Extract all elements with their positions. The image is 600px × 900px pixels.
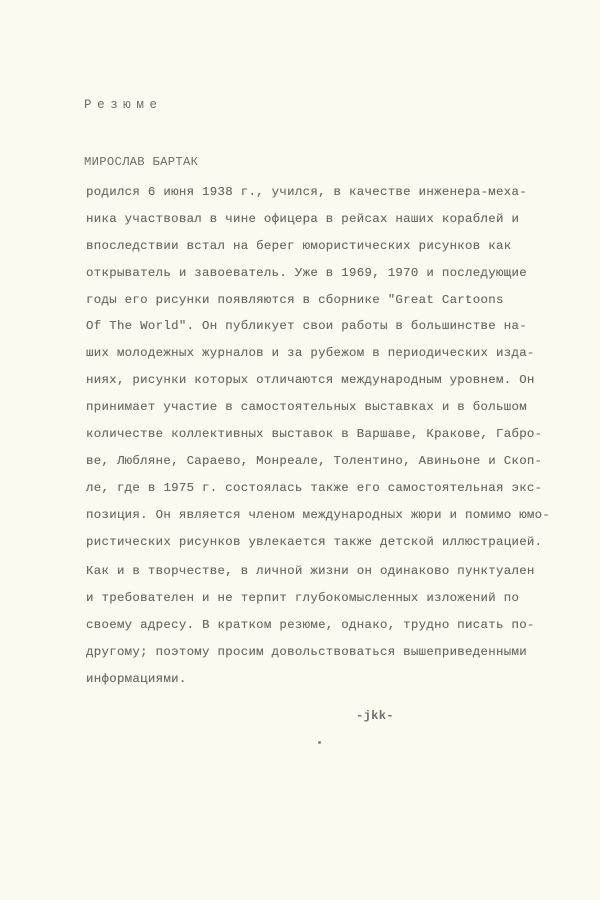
ink-speck — [318, 741, 321, 744]
text-line: информациями. — [86, 671, 187, 686]
biography-paragraph-2 — [86, 558, 535, 692]
document-heading: Резюме — [84, 98, 163, 112]
biography-paragraph-1 — [86, 179, 550, 555]
text-line: другому; поэтому просим довольствоваться вышеприведенными — [86, 644, 527, 659]
person-name: МИРОСЛАВ БАРТАК — [84, 155, 199, 169]
text-line: ниях, рисунки которых отличаются международным уровнем. Он — [86, 373, 535, 388]
text-line: своему адресу. В кратком резюме, однако, трудно писать по- — [86, 617, 535, 632]
text-line: родился 6 июня 1938 г., учился, в качестве инженера-меха- — [86, 185, 527, 199]
text-line: Of The World". Он публикует свои работы в большинстве на- — [86, 319, 527, 334]
text-line: ве, Любляне, Сараево, Монреале, Толентино, Авиньоне и Скоп- — [86, 453, 543, 468]
text-line: открыватель и завоеватель. Уже в 1969, 1970 и последующие — [86, 265, 527, 280]
text-line: Как и в творчестве, в личной жизни он одинаково пунктуален — [86, 564, 535, 578]
text-line: ле, где в 1975 г. состоялась также его самостоятельная экс- — [86, 480, 543, 495]
text-line: принимает участие в самостоятельных выставках и в большом — [86, 400, 527, 415]
text-line: количестве коллективных выставок в Варшаве, Кракове, Габро- — [86, 427, 543, 442]
text-line: впоследствии встал на берег юмористических рисунков как — [86, 238, 512, 253]
text-line: позиция. Он является членом международных жюри и помимо юмо- — [86, 507, 551, 522]
text-line: годы его рисунки появляются в сборнике "Great Cartoons — [86, 292, 504, 307]
author-initials-signature: -jkk- — [356, 709, 394, 723]
text-line: ристических рисунков увлекается также детской иллюстрацией. — [86, 534, 543, 549]
text-line: и требователен и не терпит глубокомысленных изложений по — [86, 590, 520, 605]
text-line: ших молодежных журналов и за рубежом в периодических изда- — [86, 346, 535, 361]
text-line: ника участвовал в чине офицера в рейсах наших кораблей и — [86, 211, 520, 226]
